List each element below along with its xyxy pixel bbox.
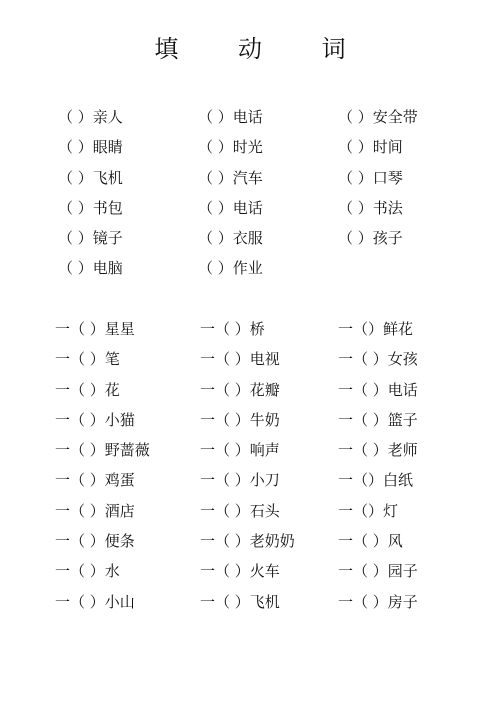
exercise-item: 一（ ）笔 (55, 350, 120, 369)
exercise-item: 一（ ）房子 (338, 592, 418, 611)
exercise-item: 一（ ）电视 (200, 350, 280, 369)
exercise-item: 一（ ）便条 (55, 532, 135, 551)
exercise-item: 一（ ）石头 (200, 501, 280, 520)
exercise-item: 一（ ）花瓣 (200, 380, 280, 399)
row (0, 526, 500, 556)
row (0, 556, 500, 586)
exercise-item: 一（ ）花 (55, 380, 120, 399)
exercise-item: （ ）电话 (198, 198, 263, 217)
exercise-item: 一（ ）小山 (55, 592, 135, 611)
exercise-item: 一（ ）酒店 (55, 501, 135, 520)
row (0, 587, 500, 617)
exercise-item: 一（）白纸 (338, 471, 414, 490)
page-title: 填 动 词 (154, 35, 372, 63)
exercise-item: 一（ ）电话 (338, 380, 418, 399)
exercise-item: （ ）电脑 (58, 259, 123, 278)
exercise-item: （ ）书法 (338, 198, 403, 217)
exercise-item: （ ）孩子 (338, 229, 403, 248)
row (0, 163, 500, 193)
exercise-item: 一（ ）飞机 (200, 592, 280, 611)
row (0, 253, 500, 283)
exercise-item: 一（ ）水 (55, 562, 120, 581)
exercise-item: （ ）安全带 (338, 108, 418, 126)
row (0, 405, 500, 435)
exercise-item: 一（）鲜花 (338, 320, 414, 338)
row (0, 465, 500, 495)
exercise-item: （ ）口琴 (338, 168, 403, 187)
exercise-item: （ ）衣服 (198, 229, 263, 248)
row (0, 496, 500, 526)
exercise-item: 一（ ）女孩 (338, 350, 418, 369)
row (0, 375, 500, 405)
exercise-item: （ ）亲人 (58, 108, 123, 126)
row (0, 132, 500, 162)
exercise-item: （ ）飞机 (58, 168, 123, 187)
exercise-item: 一（ ）园子 (338, 562, 418, 581)
exercise-item: 一（ ）风 (338, 532, 403, 551)
row (0, 223, 500, 253)
row (0, 344, 500, 374)
exercise-item: 一（ ）星星 (55, 320, 135, 338)
exercise-item: （ ）镜子 (58, 229, 123, 248)
row (0, 193, 500, 223)
section-verb-blanks (0, 102, 500, 284)
exercise-item: （ ）作业 (198, 259, 263, 278)
exercise-item: 一（ ）火车 (200, 562, 280, 581)
exercise-item: 一（ ）牛奶 (200, 410, 280, 429)
exercise-item: 一（）灯 (338, 501, 399, 520)
exercise-item: 一（ ）老师 (338, 441, 418, 460)
exercise-item: （ ）眼睛 (58, 138, 123, 157)
exercise-item: 一（ ）小猫 (55, 410, 135, 429)
exercise-item: 一（ ）野蔷薇 (55, 441, 150, 460)
exercise-item: 一（ ）桥 (200, 320, 265, 338)
exercise-item: 一（ ）小刀 (200, 471, 280, 490)
section-measure-word-blanks (0, 314, 500, 617)
exercise-item: 一（ ）响声 (200, 441, 280, 460)
row (0, 102, 500, 132)
exercise-item: （ ）汽车 (198, 168, 263, 187)
exercise-item: （ ）书包 (58, 198, 123, 217)
row (0, 435, 500, 465)
exercise-item: 一（ ）鸡蛋 (55, 471, 135, 490)
exercise-item: 一（ ）篮子 (338, 410, 418, 429)
row (0, 314, 500, 344)
exercise-item: （ ）时光 (198, 138, 263, 157)
exercise-item: （ ）电话 (198, 108, 263, 126)
exercise-item: 一（ ）老奶奶 (200, 532, 295, 551)
exercise-item: （ ）时间 (338, 138, 403, 157)
